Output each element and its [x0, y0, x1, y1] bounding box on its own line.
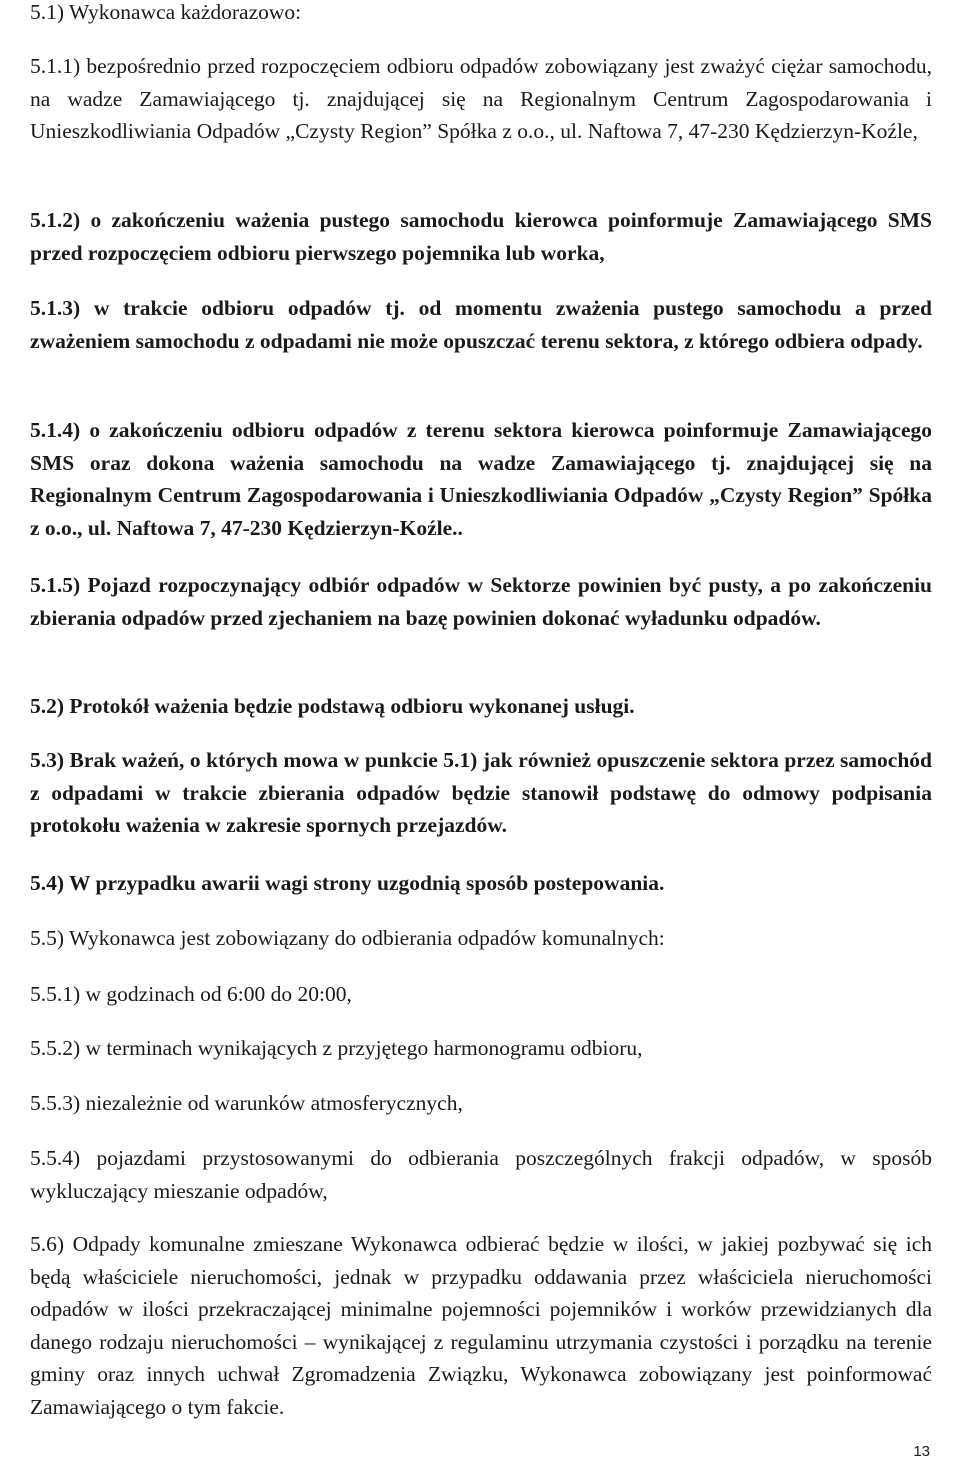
paragraph-5-5-1: 5.5.1) w godzinach od 6:00 do 20:00, — [30, 982, 352, 1006]
paragraph-5-1-5: 5.1.5) Pojazd rozpoczynający odbiór odpadów w Sektorze powinien być pusty, a po zakończeniu zbierania odpadów przed zjechaniem na bazę powinien dokonać wyładunku odpadów. — [30, 573, 932, 630]
paragraph-5-3: 5.3) Brak ważeń, o których mowa w punkcie 5.1) jak również opuszczenie sektora przez samochód z odpadami w trakcie zbierania odpadów będzie stanowił podstawę do odmowy podpisania protokołu ważenia w zakresie spornych przejazdów. — [30, 748, 932, 837]
paragraph-5-5: 5.5) Wykonawca jest zobowiązany do odbierania odpadów komunalnych: — [30, 926, 665, 950]
paragraph-5-6: 5.6) Odpady komunalne zmieszane Wykonawca odbierać będzie w ilości, w jakiej pozbywać się ich będą właściciele nieruchomości, jednak w przypadku oddawania przez właściciela nieruchomości odpadów w ilości przekraczającej minimalne pojemności pojemników i worków przewidzianych dla danego rodzaju nieruchomości – wynikającej z regulaminu utrzymania czystości i porządku na terenie gminy oraz innych uchwał Zgromadzenia Związku, Wykonawca zobowiązany jest poinformować Zamawiającego o tym fakcie. — [30, 1232, 932, 1419]
paragraph-5-1-4: 5.1.4) o zakończeniu odbioru odpadów z terenu sektora kierowca poinformuje Zamawiającego SMS oraz dokona ważenia samochodu na wadze Zamawiającego tj. znajdującej się na Regionalnym Centrum Zagospodarowania i Unieszkodliwiania Odpadów „Czysty Region” Spółka z o.o., ul. Naftowa 7, 47-230 Kędzierzyn-Koźle.. — [30, 418, 932, 540]
paragraph-5-1-1: 5.1.1) bezpośrednio przed rozpoczęciem odbioru odpadów zobowiązany jest zważyć ciężar samochodu, na wadze Zamawiającego tj. znajdującej się na Regionalnym Centrum Zagospodarowania i Unieszkodliwiania Odpadów „Czysty Region” Spółka z o.o., ul. Naftowa 7, 47-230 Kędzierzyn-Koźle, — [30, 54, 932, 143]
paragraph-5-5-2: 5.5.2) w terminach wynikających z przyjętego harmonogramu odbioru, — [30, 1036, 643, 1060]
paragraph-5-1-3: 5.1.3) w trakcie odbioru odpadów tj. od momentu zważenia pustego samochodu a przed zważeniem samochodu z odpadami nie może opuszczać terenu sektora, z którego odbiera odpady. — [30, 296, 932, 353]
page-number: 13 — [913, 1443, 930, 1460]
paragraph-5-5-4: 5.5.4) pojazdami przystosowanymi do odbierania poszczególnych frakcji odpadów, w sposób wykluczający mieszanie odpadów, — [30, 1146, 932, 1203]
paragraph-5-4: 5.4) W przypadku awarii wagi strony uzgodnią sposób postepowania. — [30, 871, 665, 895]
section-heading-5-1: 5.1) Wykonawca każdorazowo: — [30, 0, 302, 24]
paragraph-5-1-2: 5.1.2) o zakończeniu ważenia pustego samochodu kierowca poinformuje Zamawiającego SMS przed rozpoczęciem odbioru pierwszego pojemnika lub worka, — [30, 208, 932, 265]
paragraph-5-5-3: 5.5.3) niezależnie od warunków atmosferycznych, — [30, 1091, 463, 1115]
paragraph-5-2: 5.2) Protokół ważenia będzie podstawą odbioru wykonanej usługi. — [30, 694, 635, 718]
